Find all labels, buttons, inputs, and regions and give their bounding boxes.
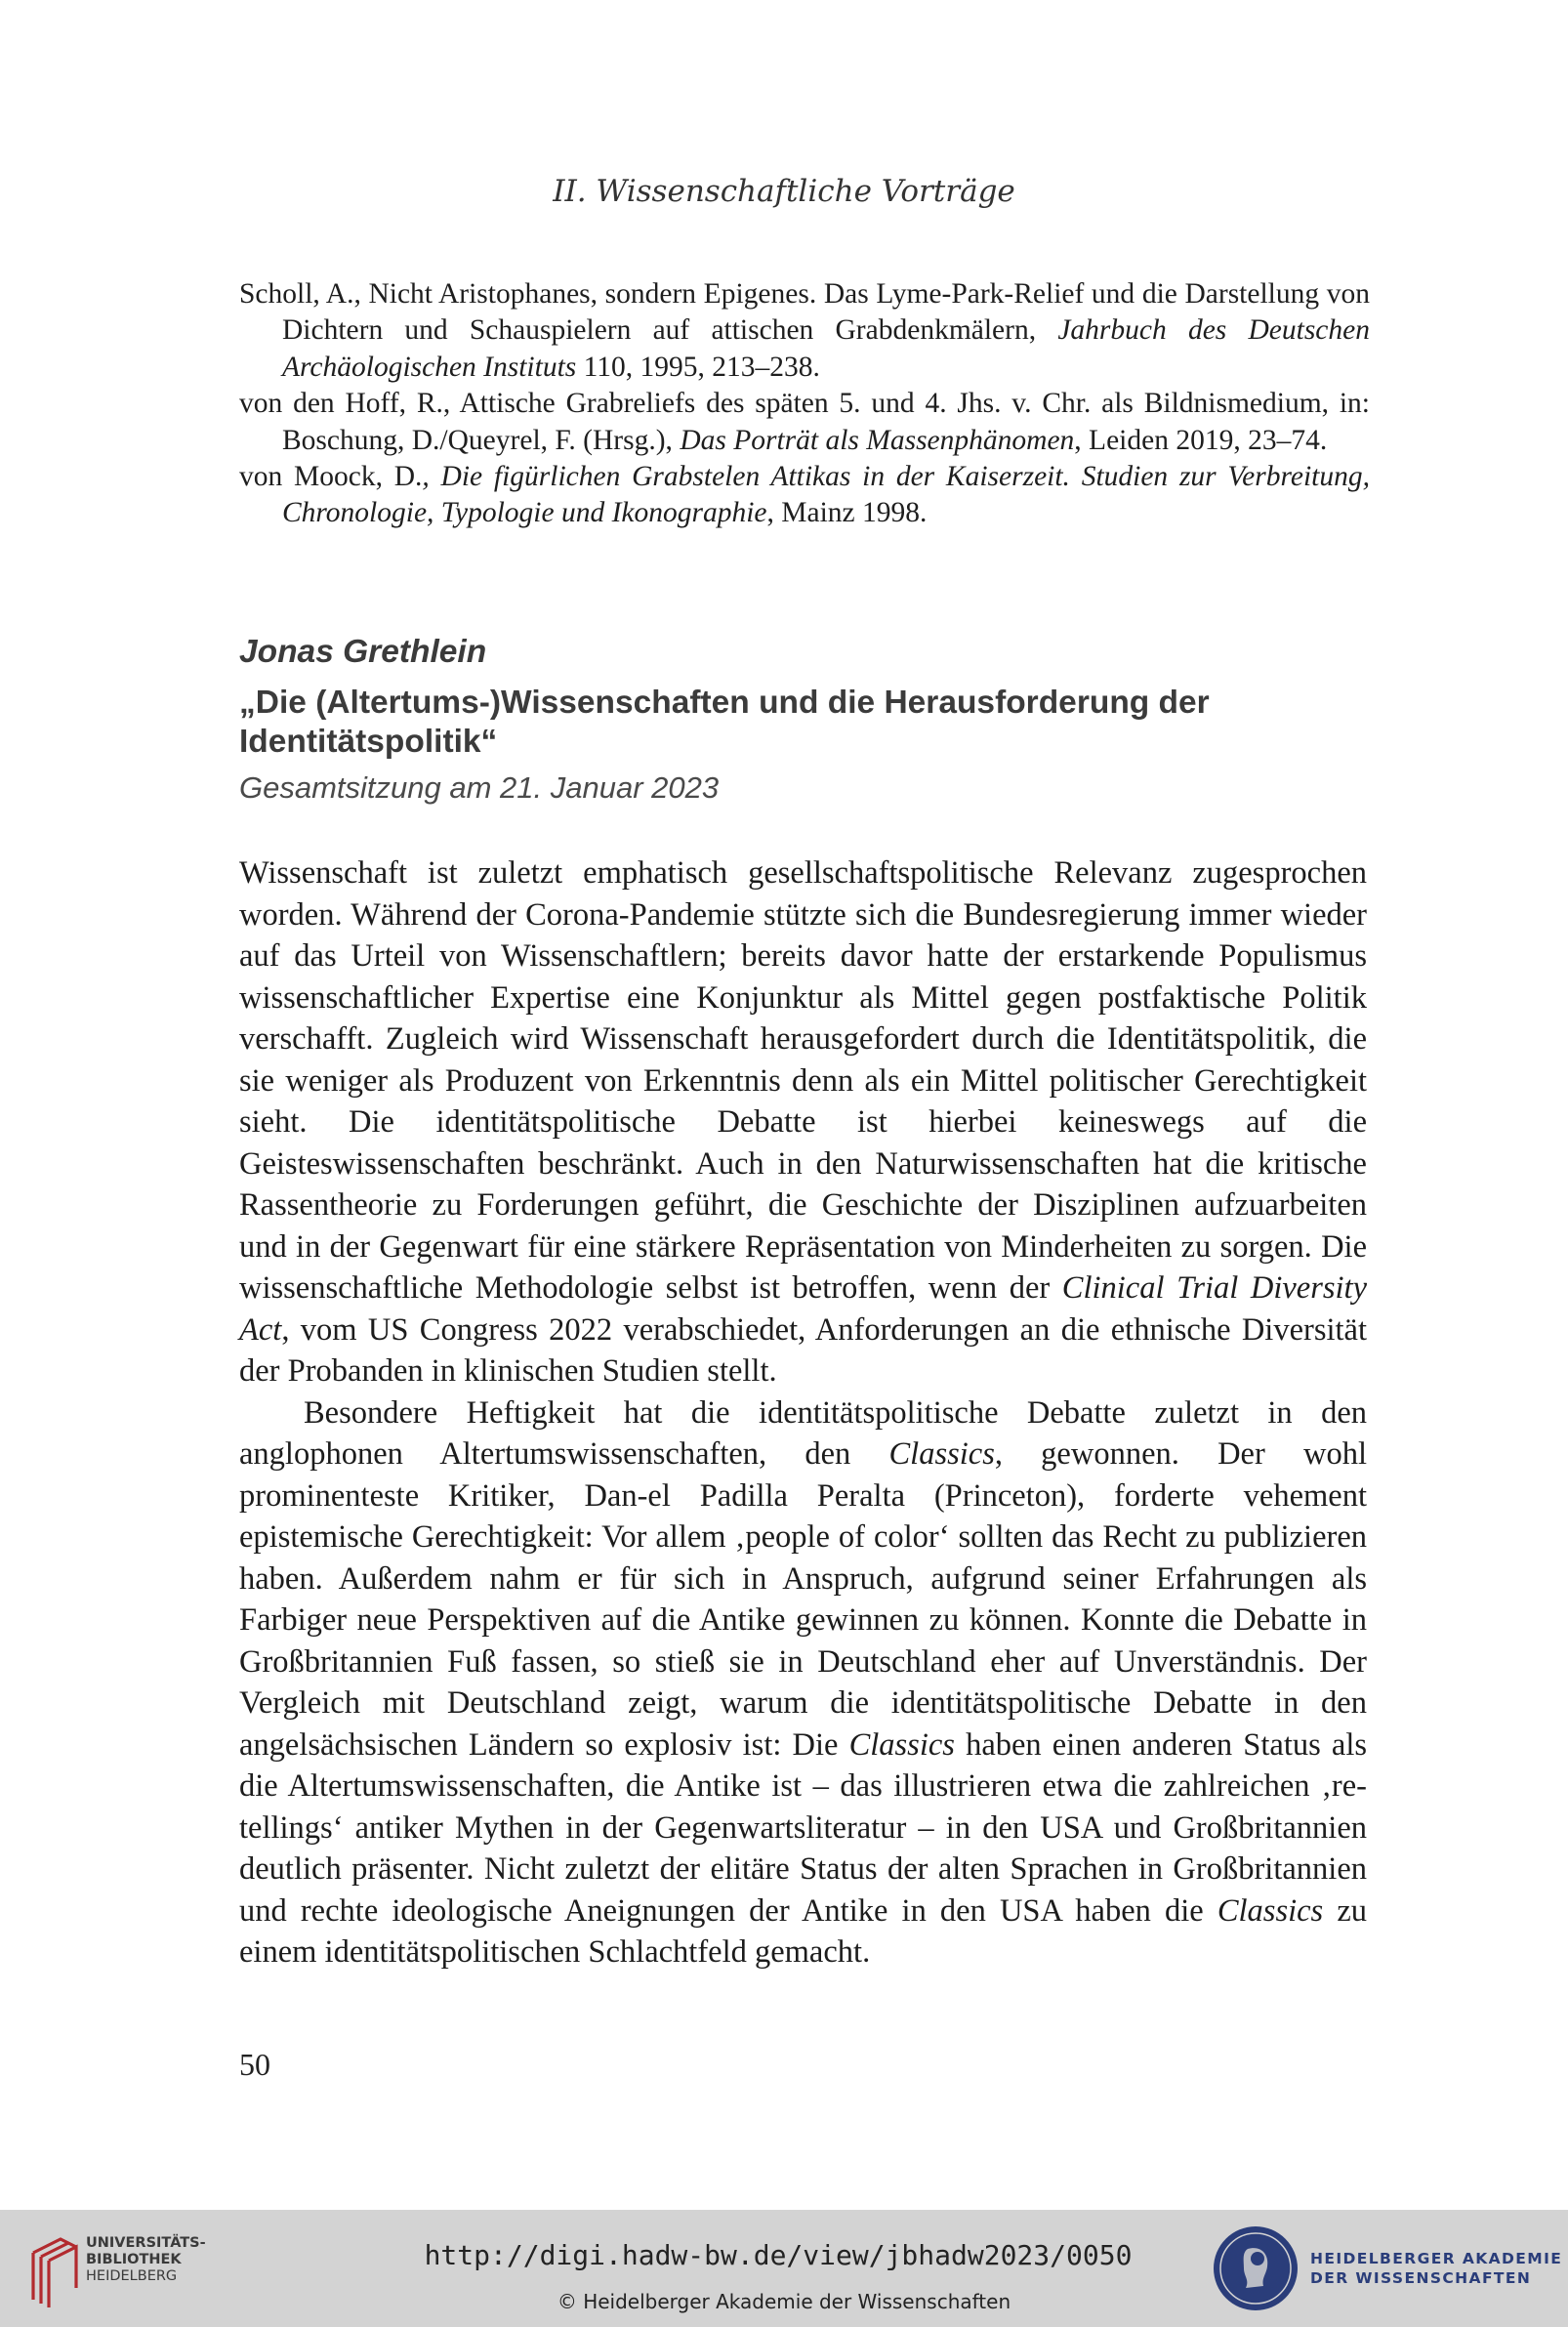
- paragraph-italic-text: Classics: [888, 1436, 995, 1472]
- author-name: Jonas Grethlein: [239, 634, 487, 670]
- article-title: „Die (Altertums-)Wissenschaften und die Herausforderung der Identitätspolitik“: [239, 685, 1210, 760]
- reference-italic-text: , Die figürlichen Grabstelen Attikas in der Kaiserzeit. Studien zur Verbreitung, Chronologie, Typologie und Ikonographie: [282, 461, 1370, 529]
- reference-italic-text: Das Porträt als Massenphänomen: [680, 424, 1075, 456]
- paragraph-italic-text: Classics: [1217, 1892, 1324, 1929]
- academy-name: [1310, 2249, 1562, 2288]
- permalink-text[interactable]: http://digi.hadw-bw.de/view/jbhadw2023/0050: [424, 2239, 1133, 2271]
- article-header: [239, 625, 1370, 809]
- paragraph-text: , gewonnen. Der wohl prominenteste Kritiker, Dan-el Padilla Peralta (Princeton), forderte vehement epistemische Gerechtigkeit: Vor allem ‚people of color‘ sollten das Recht zu publizieren haben. Außerdem nahm er für sich in Anspruch, aufgrund seiner Erfahrungen als Farbiger neue Perspektiven auf die Antike gewinnen zu können. Konnte die Debatte in Großbritannien Fuß fassen, so stieß sie in Deutschland eher auf Unverständnis. Der Vergleich mit Deutschland zeigt, warum die identitätspolitische Debatte in den angelsächsischen Ländern so explosiv ist: Die: [239, 1436, 1367, 1763]
- reference-list: [239, 276, 1370, 532]
- library-name-line: BIBLIOTHEK: [86, 2252, 182, 2267]
- reference-item: [239, 386, 1370, 459]
- reference-text: von Moock, D.: [239, 461, 423, 493]
- reference-item: [239, 459, 1370, 532]
- academy-seal-icon[interactable]: [1211, 2223, 1300, 2313]
- body-paragraph: [239, 1392, 1367, 1974]
- session-date: Gesamtsitzung am 21. Januar 2023: [239, 770, 720, 805]
- reference-item: [239, 276, 1370, 386]
- article-body: [239, 852, 1367, 1974]
- page-number: 50: [239, 2047, 270, 2082]
- paragraph-text: Besondere Heftigkeit hat die identitätspolitische Debatte zuletzt in den anglophonen Altertumswissenschaften, den: [239, 1394, 1367, 1472]
- academy-name-line: DER WISSENSCHAFTEN: [1310, 2269, 1532, 2287]
- paragraph-italic-text: Classics: [848, 1726, 955, 1763]
- library-name-line: HEIDELBERG: [86, 2268, 178, 2284]
- reference-text: von den Hoff, R., Attische Grabreliefs des späten 5. und 4. Jhs. v. Chr. als Bildnismedium, in: Boschung, D./Queyrel, F. (Hrsg.),: [239, 388, 1370, 456]
- running-head: II. Wissenschaftliche Vorträge: [553, 174, 1015, 209]
- academy-name-line: HEIDELBERGER AKADEMIE: [1310, 2250, 1563, 2267]
- body-paragraph: [239, 852, 1367, 1392]
- paragraph-text: zu einem identitätspolitischen Schlachtfeld gemacht.: [239, 1892, 1367, 1970]
- paragraph-text: haben einen anderen Status als die Altertumswissenschaften, die Antike ist – das illustrieren etwa die zahlreichen ‚re-tellings‘ antiker Mythen in der Gegenwartsliteratur – in den USA und Großbritannien deutlich präsenter. Nicht zuletzt der elitäre Status der alten Sprachen in Großbritannien und rechte ideologische Aneignungen der Antike in den USA haben die: [239, 1726, 1367, 1929]
- reference-text: Scholl, A., Nicht Aristophanes, sondern Epigenes. Das Lyme-Park-Relief und die Darstellung von Dichtern und Schauspielern auf attischen Grabdenkmälern,: [239, 278, 1370, 347]
- footer-bar: [0, 2210, 1568, 2327]
- paragraph-text: Wissenschaft ist zuletzt emphatisch gesellschaftspolitische Relevanz zugesprochen worden. Während der Corona-Pandemie stützte sich die Bundesregierung immer wieder auf das Urteil von Wissenschaftlern; bereits davor hatte der erstarkende Populismus wissenschaftlicher Expertise eine Konjunktur als Mittel gegen postfaktische Politik verschafft. Zugleich wird Wissenschaft herausgefordert durch die Identitätspolitik, die sie weniger als Produzent von Erkenntnis denn als ein Mittel politischer Gerechtigkeit sieht. Die identitätspolitische Debatte ist hierbei keineswegs auf die Geisteswissenschaften beschränkt. Auch in den Naturwissenschaften hat die kritische Rassentheorie zu Forderungen geführt, die Geschichte der Disziplinen aufzuarbeiten und in der Gegenwart für eine stärkere Repräsentation von Minderheiten zu sorgen. Die wissenschaftliche Methodologie selbst ist betroffen, wenn der: [239, 855, 1367, 1306]
- paragraph-italic-text: Clinical Trial Diversity Act: [239, 1270, 1367, 1348]
- copyright-notice: © Heidelberger Akademie der Wissenschaften: [557, 2290, 1011, 2313]
- reference-text: , Mainz 1998.: [766, 497, 928, 529]
- library-name-line: UNIVERSITÄTS-: [86, 2235, 206, 2251]
- reference-italic-text: Jahrbuch des Deutschen Archäologischen Instituts: [282, 314, 1370, 383]
- paragraph-text: , vom US Congress 2022 verabschiedet, Anforderungen an die ethnische Diversität der Probanden in klinischen Studien stellt.: [239, 1311, 1367, 1389]
- reference-text: 110, 1995, 213–238.: [576, 351, 820, 383]
- reference-text: , Leiden 2019, 23–74.: [1074, 424, 1328, 456]
